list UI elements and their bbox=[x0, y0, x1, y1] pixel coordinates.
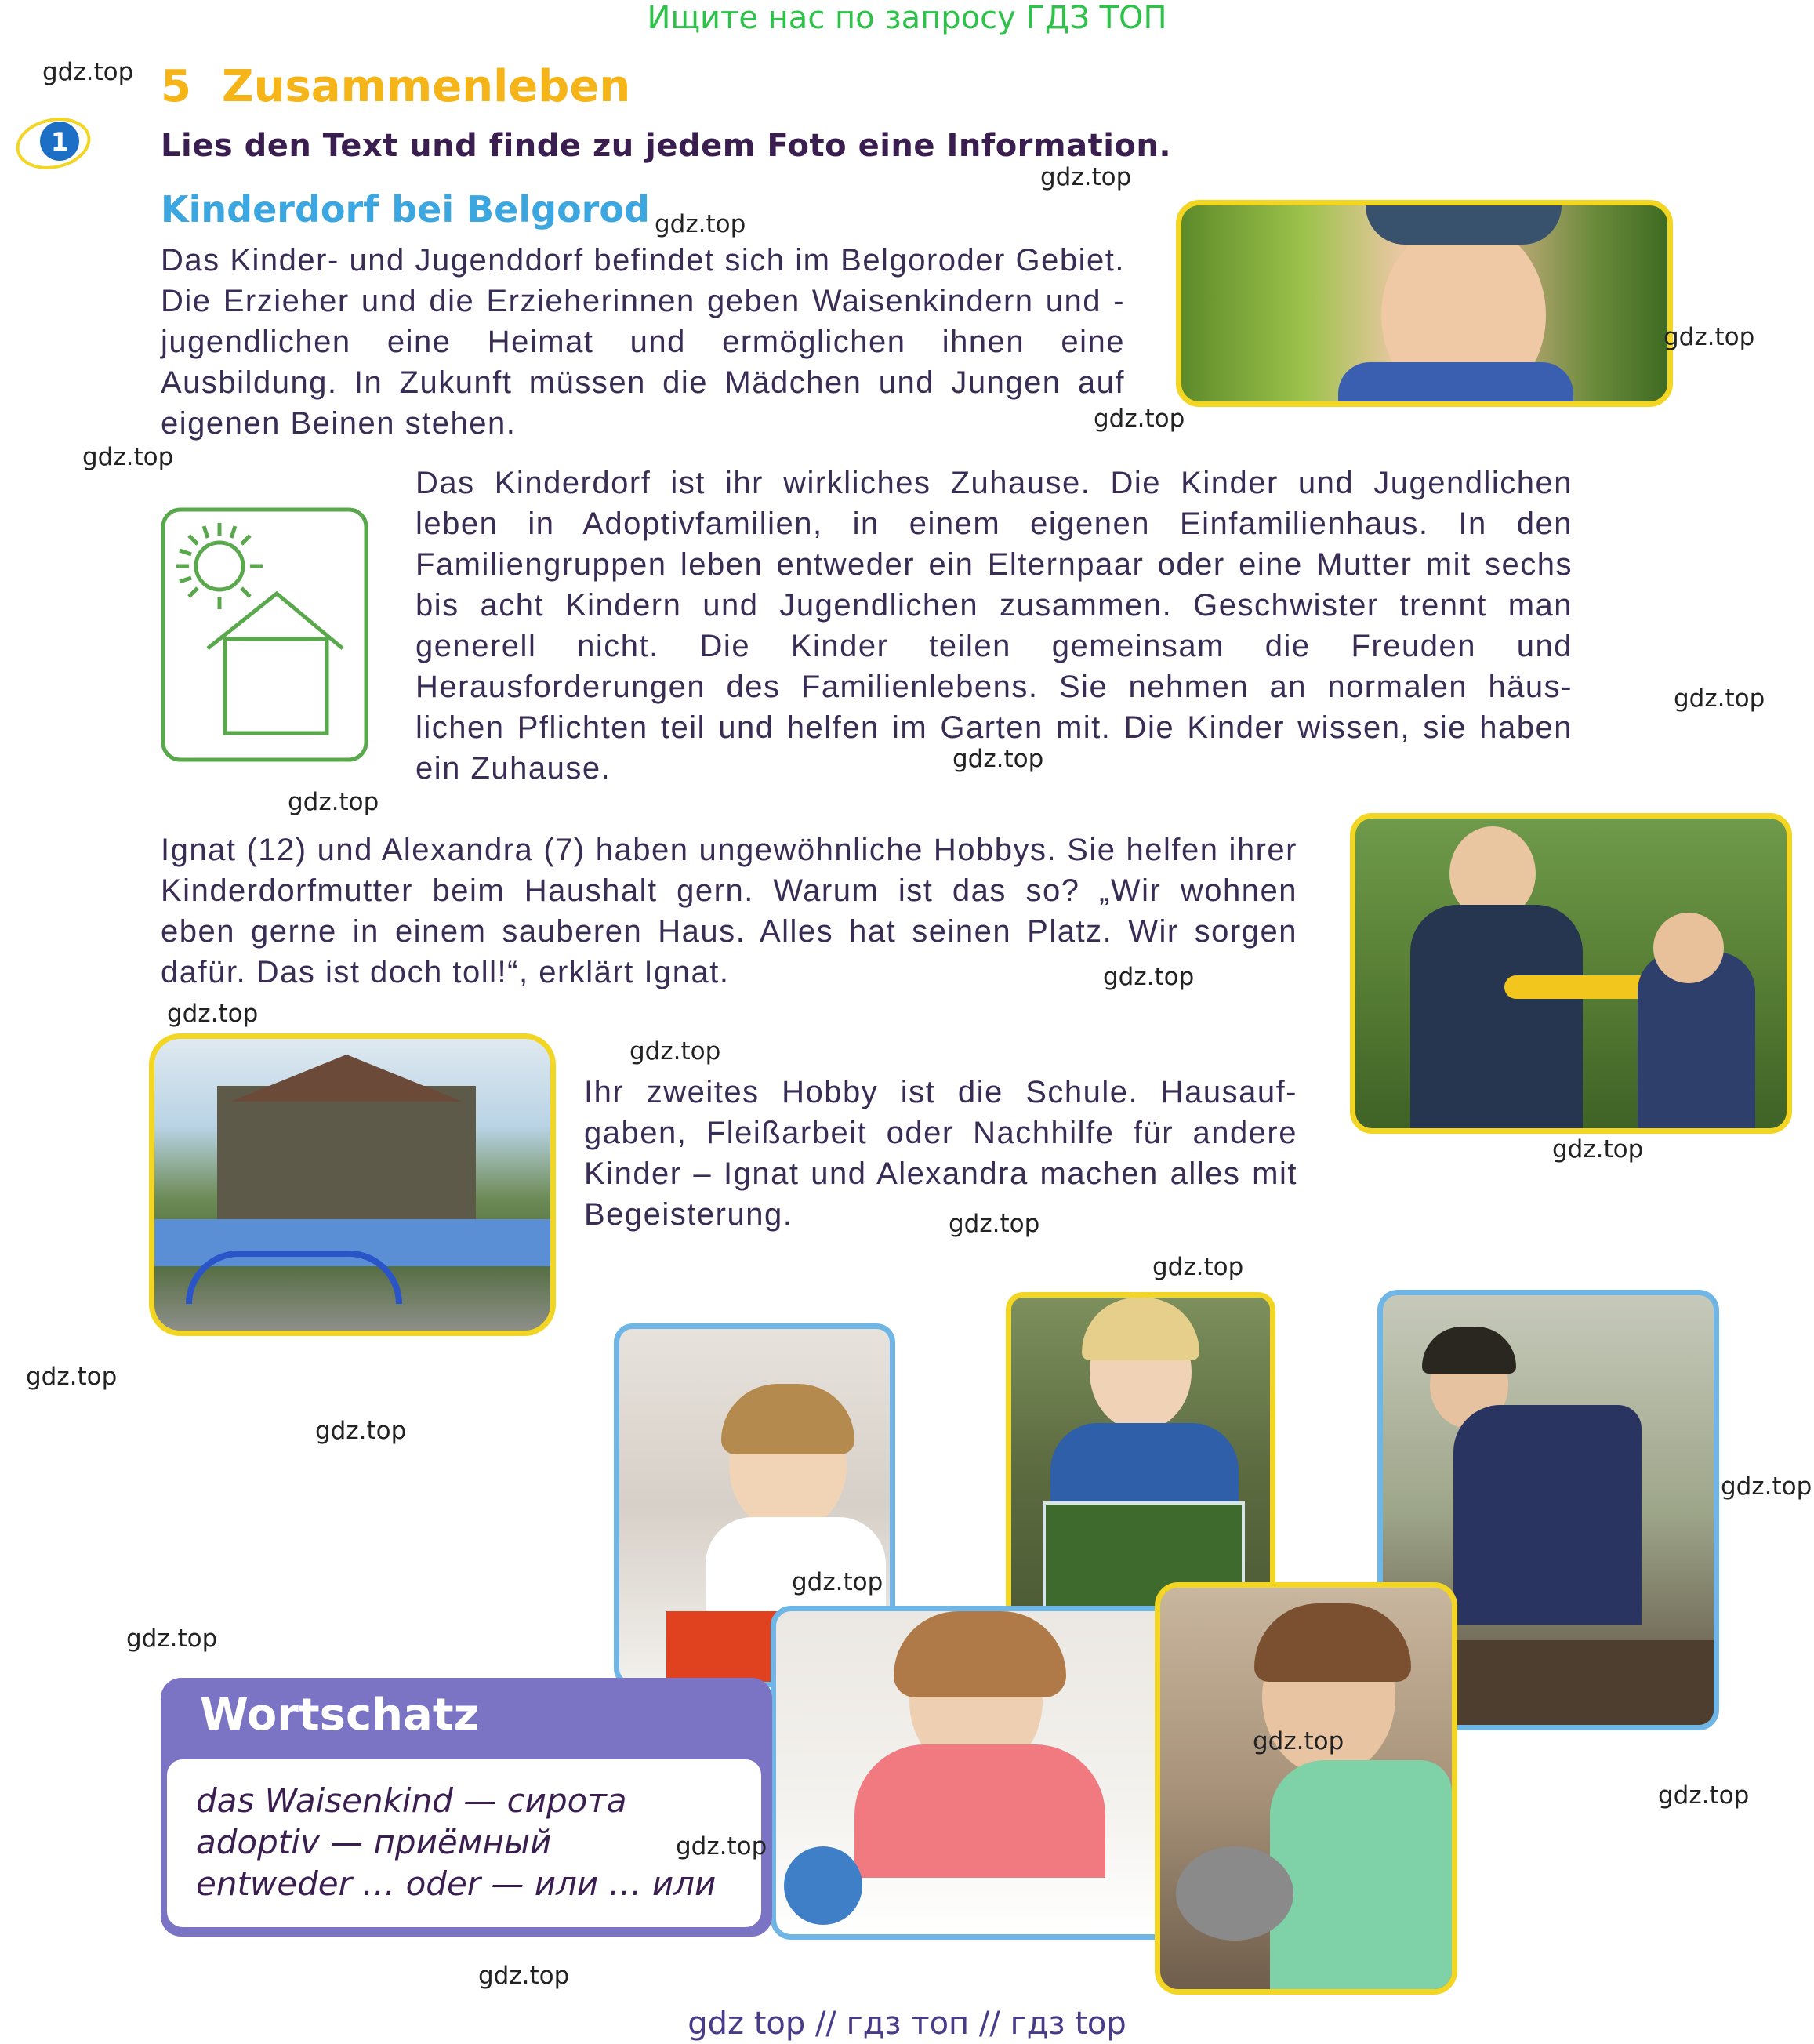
watermark: gdz.top bbox=[1674, 684, 1765, 713]
task-number-badge bbox=[16, 116, 91, 171]
chapter-name: Zusammenleben bbox=[221, 61, 631, 112]
watermark: gdz.top bbox=[478, 1962, 570, 1990]
cap-shape bbox=[1366, 205, 1562, 245]
watermark: gdz.top bbox=[1253, 1727, 1344, 1755]
watermark: gdz.top bbox=[288, 788, 379, 816]
watermark: gdz.top bbox=[676, 1832, 767, 1861]
girl-hair bbox=[1082, 1298, 1199, 1360]
bottom-banner: gdz top // гдз топ // гдз top bbox=[688, 2006, 1126, 2042]
article-title: Kinderdorf bei Belgorod bbox=[161, 188, 650, 231]
photo-girl-dishes bbox=[1155, 1582, 1457, 1995]
playground-arch bbox=[186, 1251, 402, 1304]
watermark: gdz.top bbox=[82, 443, 174, 471]
watermark: gdz.top bbox=[1663, 323, 1755, 351]
vocab-item: das Waisenkind — сирота bbox=[196, 1781, 627, 1820]
watermark: gdz.top bbox=[629, 1037, 721, 1066]
girl-hair bbox=[894, 1611, 1066, 1697]
watermark: gdz.top bbox=[1094, 405, 1185, 433]
task-badge-icon bbox=[16, 116, 91, 171]
paragraph-4: Ihr zweites Hobby ist die Schule. Hausauf-gaben, Fleißarbeit oder Nachhilfe für andere Kinder – Ignat und Alexandra machen alles mit Begeisterung. bbox=[584, 1075, 1297, 1232]
watermark: gdz.top bbox=[655, 210, 746, 238]
paragraph-1: Das Kinder- und Jugenddorf befindet sich im Belgoroder Gebiet. Die Erzieher und die Erzieherinnen geben Waisenkindern und -jugendlichen eine Heimat und ermöglichen ihnen eine Ausbildung. In Zukunft müssen die Mädchen und Jungen auf eigenen Beinen stehen. bbox=[161, 243, 1125, 441]
house-sun-icon bbox=[161, 507, 368, 762]
watermark: gdz.top bbox=[792, 1568, 883, 1596]
photo-wooden-house bbox=[149, 1033, 556, 1336]
paragraph-2: Das Kinderdorf ist ihr wirkliches Zuhause. Die Kinder und Jugendlichen leben in Adoptivfamilien, in einem eigenen Einfamilienhaus. In den Familiengruppen leben entweder ein Elternpaar oder eine Mutter mit sechs bis acht Kindern und Jugendlichen zusammen. Geschwister trennt man generell nicht. Die Kinder teilen gemeinsam die Freuden und Herausforderungen des Familienlebens. Sie nehmen an normalen häus-lichen Pflichten teil und helfen im Garten mit. Die Kinder wissen, sie haben ein Zuhause. bbox=[415, 466, 1573, 786]
top-banner: Ищите нас по запросу ГДЗ ТОП bbox=[647, 0, 1167, 36]
watermark: gdz.top bbox=[1040, 163, 1132, 191]
watermark: gdz.top bbox=[1103, 963, 1195, 991]
watermark: gdz.top bbox=[126, 1625, 218, 1653]
watermark: gdz.top bbox=[42, 58, 134, 86]
photo-girl-writing bbox=[771, 1606, 1203, 1940]
watermark: gdz.top bbox=[26, 1363, 118, 1391]
watermark: gdz.top bbox=[1152, 1253, 1244, 1281]
photo-boy-portrait bbox=[1176, 200, 1673, 407]
paragraph-3: Ignat (12) und Alexandra (7) haben ungewöhnliche Hobbys. Sie helfen ihrer Kinderdorfmutter beim Haushalt gern. Warum ist das so? „Wir wohnen eben gerne in einem sauberen Haus. Alles hat seinen Platz. Wir sorgen dafür. Das ist doch toll!“, erklärt Ignat. bbox=[161, 833, 1297, 989]
girl-hair bbox=[721, 1384, 854, 1454]
girl-shirt bbox=[854, 1744, 1105, 1878]
boy-suit bbox=[1453, 1405, 1642, 1625]
chapter-title bbox=[161, 61, 630, 112]
task-number: 1 bbox=[50, 127, 69, 157]
mother-body bbox=[1410, 905, 1583, 1132]
chapter-number: 5 bbox=[161, 61, 191, 112]
watermark: gdz.top bbox=[949, 1210, 1040, 1238]
sink bbox=[1176, 1846, 1293, 1941]
watermark: gdz.top bbox=[315, 1417, 407, 1445]
child-head bbox=[1653, 913, 1724, 983]
watermark: gdz.top bbox=[1552, 1135, 1644, 1164]
watermark: gdz.top bbox=[952, 745, 1044, 773]
watermark: gdz.top bbox=[167, 1000, 259, 1028]
watermark: gdz.top bbox=[1658, 1781, 1750, 1810]
girl-top bbox=[1270, 1760, 1452, 1995]
girl-hair bbox=[1254, 1603, 1411, 1682]
wortschatz-title: Wortschatz bbox=[200, 1690, 480, 1741]
boy-hair bbox=[1422, 1327, 1516, 1374]
globe bbox=[784, 1846, 862, 1925]
task-instruction: Lies den Text und finde zu jedem Foto eine Information. bbox=[161, 128, 1172, 164]
watermark: gdz.top bbox=[1721, 1472, 1812, 1501]
shirt-shape bbox=[1338, 362, 1573, 407]
photo-mother-children bbox=[1350, 813, 1792, 1134]
vocab-item: entweder … oder — или … или bbox=[196, 1864, 717, 1903]
vocab-item: adoptiv — приёмный bbox=[196, 1823, 552, 1861]
